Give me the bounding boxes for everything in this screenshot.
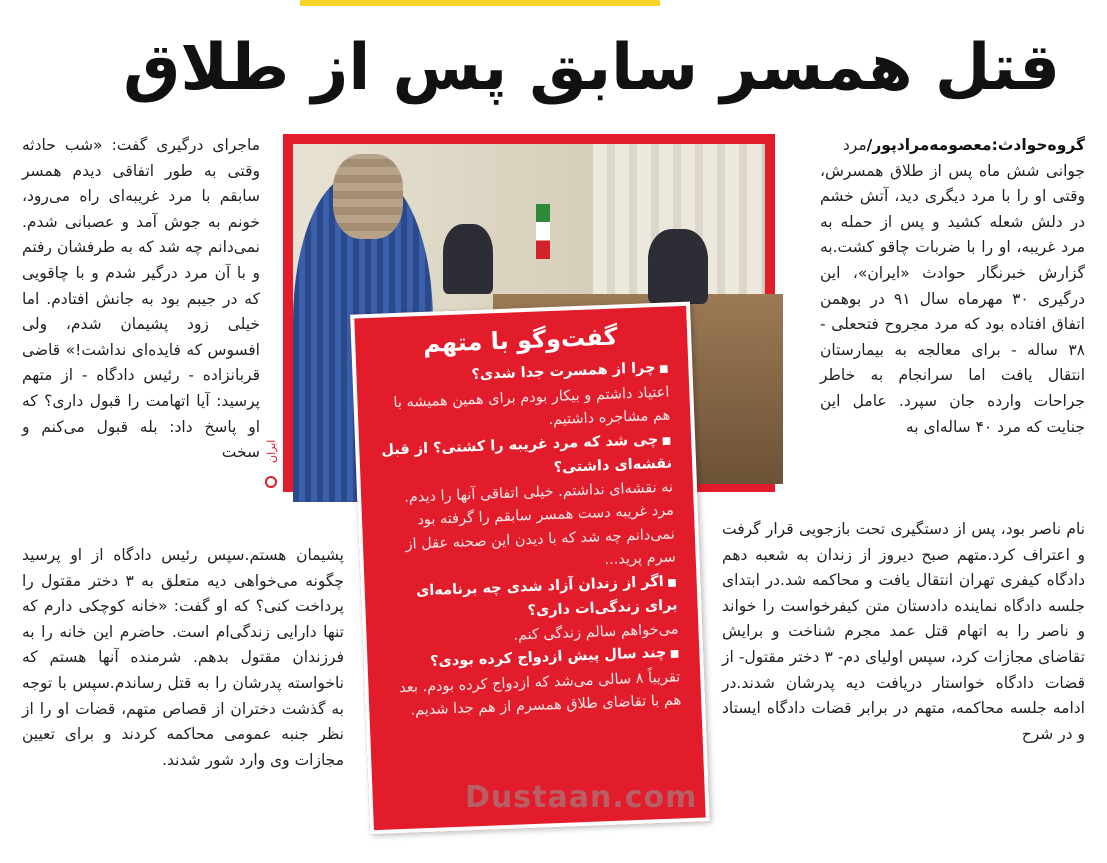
interview-question: ■ چی شد که مرد غریبه را کشتی؟ از قبل نقشه‌ای داشتی؟ <box>377 428 673 487</box>
left-column-bottom: پشیمان هستم.سپس رئیس دادگاه از او پرسید چگونه می‌خواهی دیه متعلق به ۳ دختر مقتول را پرداخت کنی؟ که او گفت: «خانه کوچکی دارم که تنها دارایی زندگی‌ام است. حاضرم این خانه را به فرزندان مقتول بدهم. شرمنده آنها هستم که ناخواسته پدرشان را به قتل رساندم.سپس با توجه به گذشت دختران از قصاص متهم، قضات او را از نظر جنبه عمومی محاکمه کردند و برای تعیین مجازات وی وارد شور شدند. <box>22 546 344 769</box>
interview-answer: اعتیاد داشتم و بیکار بودم برای همین همیشه با هم مشاجره داشتیم. <box>393 384 671 429</box>
top-accent-bar <box>300 0 660 6</box>
watermark: Dustaan.com <box>465 780 698 815</box>
interview-question: ■ اگر از زندان آزاد شدی چه برنامه‌ای برای زندگی‌ات داری؟ <box>382 570 678 629</box>
interview-answer: نه نقشه‌ای نداشتم. خیلی اتفاقی آنها را دیدم. مرد غریبه دست همسر سابقم را گرفته بود نمی‌دانم چه شد که با دیدن این صحنه عقل از سرم پرید... <box>403 478 677 569</box>
right-column-bottom: نام ناصر بود، پس از دستگیری تحت بازجویی قرار گرفت و اعتراف کرد.متهم صبح دیروز از زندان به شعبه دهم دادگاه کیفری تهران انتقال یافت و محاکمه شد.در ابتدای جلسه دادگاه نماینده دادستان متن کیفرخواست را خواند و ناصر را به اتهام قتل عمد مجرم شناخت و برایش تقاضای مجازات کرد، سپس اولیای دم- ۳ دختر مقتول- از قضات دادگاه خواستار دریافت دیه پدرشان شدند.در ادامه جلسه محاکمه، متهم در برابر قضات دادگاه ایستاد و در شرح <box>722 520 1085 743</box>
byline: گروه‌حوادث:معصومه‌مرادپور/ <box>866 136 1085 154</box>
interview-question: ■ چند سال پیش ازدواج کرده بودی؟ <box>385 641 680 677</box>
interview-qa <box>374 357 681 725</box>
headline: قتل همسر سابق پس از طلاق <box>123 31 1060 105</box>
right-column <box>820 133 1085 440</box>
left-column-text: ماجرای درگیری گفت: «شب حادثه وقتی به طور اتفاقی دیدم همسر سابقم با مرد غریبه‌ای راه می‌رود، خونم به جوش آمد و عصبانی شدم. نمی‌دانم چه شد که به طرفشان رفتم و با آن مرد درگیر شدم و با چاقویی که در جیبم بود به جانش افتادم. اما خیلی زود پشیمان شدم، ولی افسوس که فایده‌ای نداشت!» قاضی قربانزاده - رئیس دادگاه - از متهم پرسید: آیا اتهامت را قبول داری؟ که او پاسخ داد: بله قبول می‌کنم و سخت <box>22 136 260 462</box>
judge-figure <box>443 224 493 294</box>
interview-box <box>350 302 710 835</box>
interview-answer: تقریباً ۸ سالی می‌شد که ازدواج کرده بودم. بعد هم با تقاضای طلاق همسرم از هم جدا شدیم. <box>398 668 682 719</box>
accused-head-blurred <box>333 154 403 239</box>
interview-answer: می‌خواهم سالم زندگی کنم. <box>512 620 679 644</box>
right-column-text: مرد جوانی شش ماه پس از طلاق همسرش، وقتی او را با مرد دیگری دید، آتش خشم در دلش شعله کشید و پس از حمله به مرد غریبه، او را با ضربات چاقو کشت.به گزارش خبرنگار حوادث «ایران»، این درگیری ۳۰ مهرماه سال ۹۱ در بوهمن اتفاق افتاده بود که مرد مجروح فتحعلی - ۳۸ ساله - برای معالجه به بیمارستان انتقال یافت اما سرانجام به خاطر جراحات وارده جان سپرد. عامل این جنایت که مرد ۴۰ ساله‌ای به <box>820 136 1085 436</box>
photo-credit: ایران <box>265 440 278 464</box>
judge-figure <box>648 229 708 304</box>
interview-title: گفت‌وگو با متهم <box>422 322 619 358</box>
flag-icon <box>536 204 550 259</box>
left-column <box>22 133 260 466</box>
credit-circle-icon <box>265 476 277 488</box>
interview-question: ■ چرا از همسرت جدا شدی؟ <box>374 357 669 393</box>
